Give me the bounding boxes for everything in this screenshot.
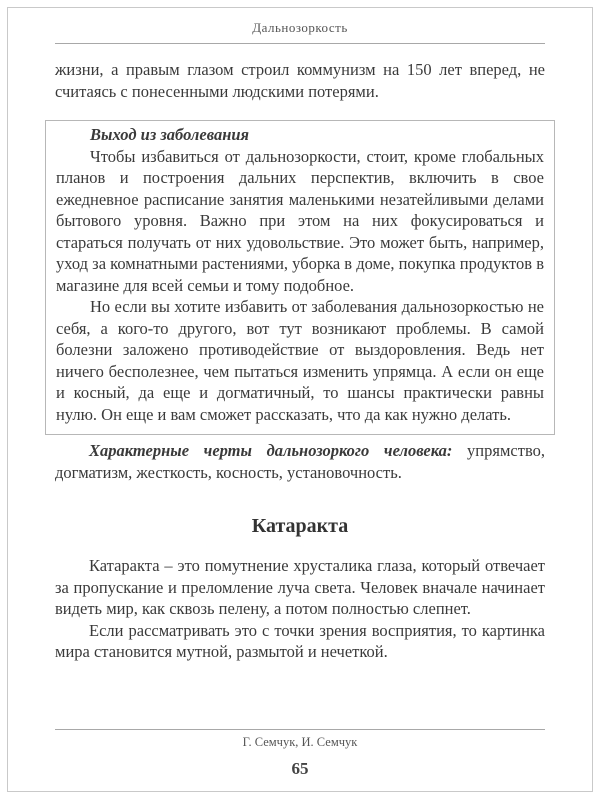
advice-box-paragraph-1: Чтобы избавиться от дальнозоркости, стоит, кроме глобальных планов и построения дальних перспектив, включить в свое ежедневное расписание занятия маленькими незатейливыми делами бытового уровня. Важно при этом на них фокусироваться и стараться получать от них удовольствие. Это может быть, например, уход за комнатными растениями, уборка в доме, покупка продуктов в магазине для всей семьи и тому подобное. (56, 146, 544, 295)
page-footer (55, 729, 545, 781)
cataract-paragraph-1: Катаракта – это помутнение хрусталика глаза, который отвечает за пропускание и преломление луча света. Человек вначале начинает видеть мир, как сквозь пелену, а потом полностью слепнет. (55, 556, 545, 618)
page-body (55, 44, 545, 663)
intro-paragraph: жизни, а правым глазом строил коммунизм на 150 лет вперед, не считаясь с понесенными людскими потерями. (55, 60, 545, 101)
advice-box (45, 120, 555, 435)
advice-box-heading: Выход из заболевания (90, 125, 250, 144)
cataract-paragraph-2: Если рассматривать это с точки зрения восприятия, то картинка мира становится мутной, размытой и нечеткой. (55, 620, 545, 661)
traits-paragraph (55, 440, 545, 483)
traits-lead: Характерные черты дальнозоркого человека: (89, 441, 453, 460)
traits-rest: упрямство, догматизм, жесткость, косность, установочность. (55, 441, 545, 482)
section-title-cataract: Катаракта (251, 515, 349, 537)
page-number: 65 (291, 759, 309, 778)
book-page (7, 7, 593, 792)
authors-line: Г. Семчук, И. Семчук (242, 735, 358, 749)
page-header (55, 20, 545, 44)
running-head: Дальнозоркость (252, 20, 348, 35)
advice-box-paragraph-2: Но если вы хотите избавить от заболевания дальнозоркостью не себя, а кого-то другого, вот тут возникают проблемы. В самой болезни заложено противодействие от выздоровления. Ведь нет ничего бесполезнее, чем пытаться изменить упрямца. А если он еще и косный, да еще и догматичный, то шансы практически равны нулю. Он еще и вам сможет рассказать, что да как нужно делать. (56, 297, 544, 424)
